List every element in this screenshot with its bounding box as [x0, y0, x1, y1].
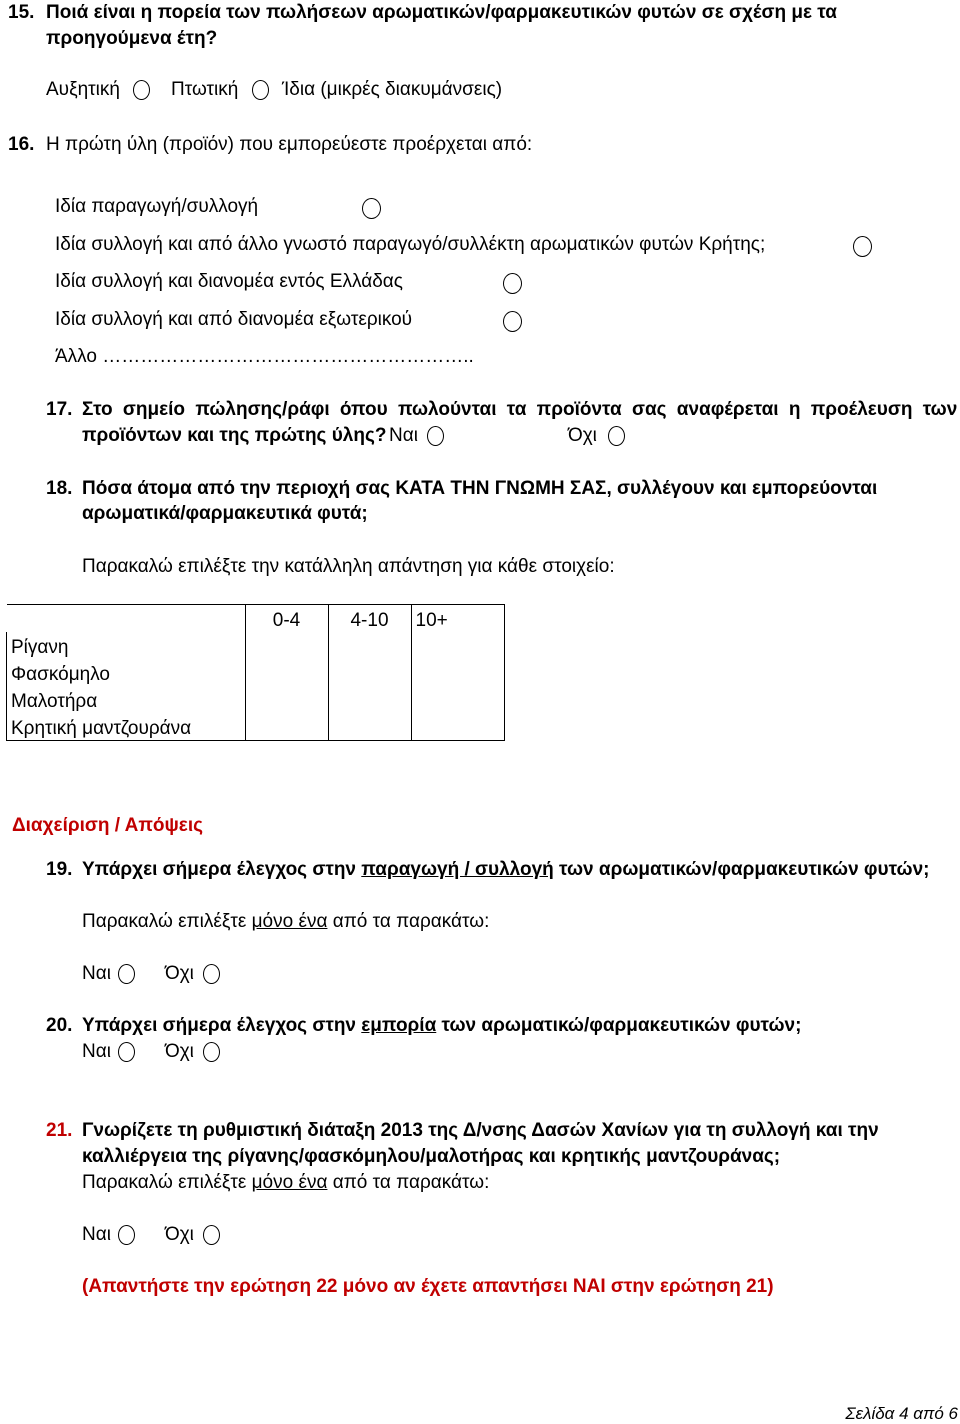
q16-option-foreign-label: Ιδία συλλογή και από διανομέα εξωτερικού [55, 309, 413, 330]
q15-option-increasing-label: Αυξητική [46, 79, 120, 100]
table-cell[interactable] [245, 659, 328, 686]
table-row [7, 659, 505, 686]
table-row [7, 632, 505, 659]
table-cell[interactable] [328, 686, 411, 713]
q21-yes-label: Ναι [82, 1224, 111, 1245]
table-corner-cell [7, 605, 246, 633]
q20-yes-radio[interactable] [118, 1042, 135, 1062]
table-cell[interactable] [328, 632, 411, 659]
q19-yes-label: Ναι [82, 963, 111, 984]
q15-decreasing-radio[interactable] [252, 80, 269, 100]
section-title: Διαχείριση / Απόψεις [12, 815, 203, 836]
q20-no-option[interactable] [165, 1041, 220, 1063]
table-row-label: Φασκόμηλο [7, 659, 246, 686]
q15-option-same-label: Ίδια (μικρές διακυμάνσεις) [282, 79, 503, 100]
q17-yes-label: Ναι [389, 425, 418, 446]
q20-number: 20. [46, 1015, 73, 1036]
q21-instruction [82, 1172, 489, 1194]
q18-instruction: Παρακαλώ επιλέξτε την κατάλληλη απάντηση για κάθε στοιχείο: [82, 556, 615, 577]
q18-text-line2: αρωματικά/φαρμακευτικά φυτά; [82, 503, 368, 524]
q19-yes-option[interactable] [82, 963, 135, 985]
q15-text-line1: Ποιά είναι η πορεία των πωλήσεων αρωματικών/φαρμακευτικών φυτών σε σχέση με τα [46, 2, 837, 23]
q15-text-line2: προηγούμενα έτη? [46, 28, 218, 49]
q16-domestic-radio[interactable] [503, 273, 522, 294]
q19-instr-b: από τα παρακάτω: [327, 911, 490, 932]
table-cell[interactable] [411, 713, 504, 741]
table-row [7, 713, 505, 741]
q21-number: 21. [46, 1120, 73, 1141]
table-header-cell: 10+ [411, 605, 504, 633]
q16-option-known-producer-label: Ιδία συλλογή και από άλλο γνωστό παραγωγό/συλλέκτη αρωματικών φυτών Κρήτης; [55, 234, 766, 255]
q18-number: 18. [46, 478, 73, 499]
table-cell[interactable] [245, 686, 328, 713]
q19-yes-radio[interactable] [118, 964, 135, 984]
q21-instr-b: από τα παρακάτω: [327, 1172, 490, 1193]
q16-own-radio[interactable] [362, 198, 381, 219]
table-header-row [7, 605, 505, 633]
q17-yes-radio[interactable] [427, 426, 444, 446]
q19-no-option[interactable] [165, 963, 220, 985]
q21-text-line2: καλλιέργεια της ρίγανης/φασκόμηλου/μαλοτήρας και κρητικής μαντζουράνας; [82, 1146, 781, 1167]
q15-option-increasing[interactable] [46, 79, 150, 101]
q21-yes-option[interactable] [82, 1224, 135, 1246]
q17-yes-option[interactable] [389, 425, 444, 447]
table-cell[interactable] [328, 659, 411, 686]
table-row-label: Κρητική μαντζουράνα [7, 713, 246, 741]
q17-number: 17. [46, 399, 73, 420]
q20-yes-option[interactable] [82, 1041, 135, 1063]
q22-condition-note: (Απαντήστε την ερώτηση 22 μόνο αν έχετε απαντήσει ΝΑΙ στην ερώτηση 21) [82, 1276, 774, 1297]
q19-number: 19. [46, 859, 73, 880]
q19-text-a: Υπάρχει σήμερα έλεγχος στην [82, 859, 362, 880]
table-row [7, 686, 505, 713]
q15-option-same[interactable] [282, 79, 502, 101]
q20-text [82, 1015, 801, 1037]
q19-text [82, 859, 929, 881]
q19-instr-a: Παρακαλώ επιλέξτε [82, 911, 252, 932]
q20-text-b: των αρωματικώ/φαρμακευτικών φυτών; [436, 1015, 802, 1036]
q20-no-radio[interactable] [203, 1042, 220, 1062]
table-cell[interactable] [411, 686, 504, 713]
q16-text: Η πρώτη ύλη (προϊόν) που εμπορεύεστε προέρχεται από: [46, 134, 533, 155]
q21-instr-a: Παρακαλώ επιλέξτε [82, 1172, 252, 1193]
q17-text-line1: Στο σημείο πώλησης/ράφι όπου πωλούνται τα προϊόντα σας αναφέρεται η προέλευση των [82, 399, 958, 420]
q18-text-line1: Πόσα άτομα από την περιοχή σας ΚΑΤΑ ΤΗΝ ΓΝΩΜΗ ΣΑΣ, συλλέγουν και εμπορεύονται [82, 478, 878, 499]
q17-text-line2: προϊόντων και της πρώτης ύλης? [82, 425, 387, 446]
q21-text-line1: Γνωρίζετε τη ρυθμιστική διάταξη 2013 της Δ/νσης Δασών Χανίων για τη συλλογή και την [82, 1120, 879, 1141]
table-cell[interactable] [328, 713, 411, 741]
q19-instr-underlined: μόνο ένα [251, 911, 328, 932]
table-header-cell: 0-4 [245, 605, 328, 633]
q21-no-option[interactable] [165, 1224, 220, 1246]
q15-option-decreasing-label: Πτωτική [171, 79, 239, 100]
q20-text-underlined: εμπορία [361, 1015, 437, 1036]
q19-text-underlined: παραγωγή / συλλογή [361, 859, 554, 880]
q19-text-b: των αρωματικών/φαρμακευτικών φυτών; [553, 859, 930, 880]
table-header-cell: 4-10 [328, 605, 411, 633]
table-row-label: Ρίγανη [7, 632, 246, 659]
q21-no-label: Όχι [165, 1224, 194, 1245]
q17-no-option[interactable] [568, 425, 625, 447]
q16-option-own-label: Ιδία παραγωγή/συλλογή [55, 196, 259, 217]
q16-known-producer-radio[interactable] [853, 236, 872, 257]
q21-yes-radio[interactable] [118, 1225, 135, 1245]
q17-no-label: Όχι [568, 425, 597, 446]
table-cell[interactable] [245, 713, 328, 741]
q19-no-label: Όχι [165, 963, 194, 984]
q15-option-decreasing[interactable] [171, 79, 269, 101]
q21-no-radio[interactable] [203, 1225, 220, 1245]
q20-text-a: Υπάρχει σήμερα έλεγχος στην [82, 1015, 362, 1036]
q16-number: 16. [8, 134, 35, 155]
q15-increasing-radio[interactable] [133, 80, 150, 100]
q17-no-radio[interactable] [608, 426, 625, 446]
q19-no-radio[interactable] [203, 964, 220, 984]
q16-other-field[interactable]: Άλλο ………………………………………………….. [55, 346, 474, 367]
q18-table [6, 604, 505, 741]
q19-instruction [82, 911, 489, 933]
q16-option-domestic-label: Ιδία συλλογή και διανομέα εντός Ελλάδας [55, 271, 403, 292]
table-row-label: Μαλοτήρα [7, 686, 246, 713]
page-footer: Σελίδα 4 από 6 [845, 1404, 958, 1423]
table-cell[interactable] [245, 632, 328, 659]
table-cell[interactable] [411, 632, 504, 659]
q16-foreign-radio[interactable] [503, 311, 522, 332]
q20-yes-label: Ναι [82, 1041, 111, 1062]
q20-no-label: Όχι [165, 1041, 194, 1062]
q21-instr-underlined: μόνο ένα [251, 1172, 328, 1193]
q15-number: 15. [8, 2, 35, 23]
table-cell[interactable] [411, 659, 504, 686]
